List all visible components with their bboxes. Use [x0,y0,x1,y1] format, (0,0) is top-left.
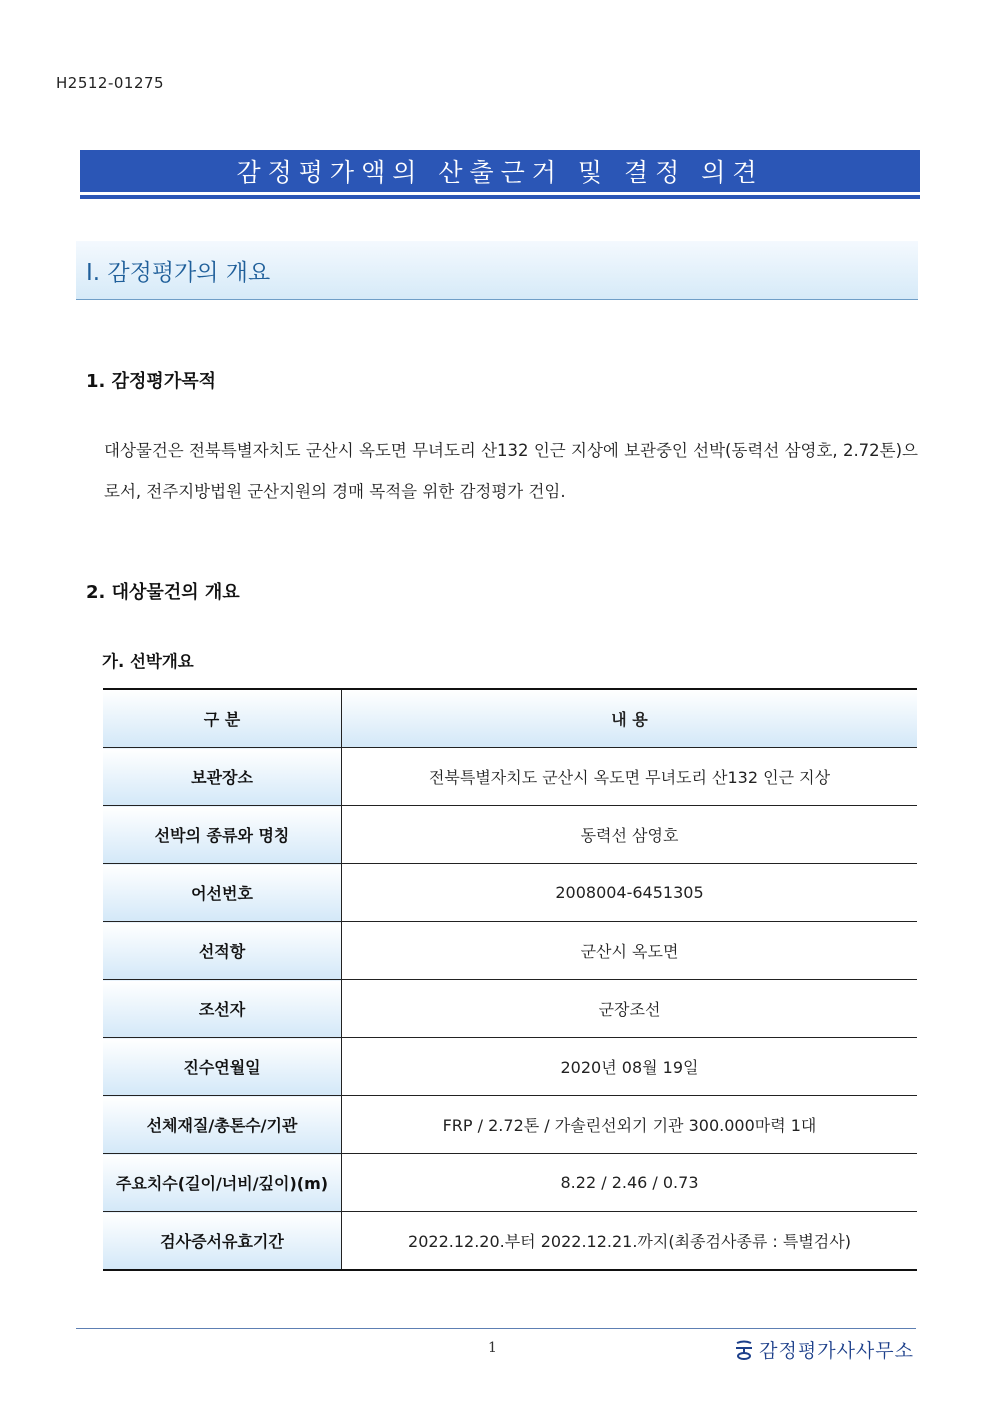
row-label: 조선자 [103,980,342,1038]
row-value: 8.22 / 2.46 / 0.73 [342,1154,918,1212]
row-value: 군장조선 [342,980,918,1038]
document-id: H2512-01275 [56,74,165,92]
row-value: 2008004-6451305 [342,864,918,922]
table-row [103,922,917,980]
table-row [103,1096,917,1154]
table-row [103,806,917,864]
purpose-number: 1. [86,371,106,392]
page-title: 감정평가액의 산출근거 및 결정 의견 [80,150,920,192]
row-value: 2020년 08월 19일 [342,1038,918,1096]
page-number: 1 [488,1340,497,1356]
row-label: 주요치수(길이/너비/깊이)(m) [103,1154,342,1212]
ship-overview-subheading: 가. 선박개요 [102,652,194,671]
overview-heading [86,578,240,604]
table-row [103,980,917,1038]
overview-number: 2. [86,582,106,603]
office-logo-icon [733,1339,755,1361]
row-label: 보관장소 [103,748,342,806]
table-row [103,1212,917,1271]
office-name: 감정평가사사무소 [759,1340,914,1362]
purpose-heading-text: 감정평가목적 [111,371,216,392]
row-label: 선적항 [103,922,342,980]
table-row [103,864,917,922]
table-row [103,748,917,806]
row-value: 동력선 삼영호 [342,806,918,864]
row-value: FRP / 2.72톤 / 가솔린선외기 기관 300.000마력 1대 [342,1096,918,1154]
footer-divider [76,1328,916,1329]
table-row [103,1038,917,1096]
row-label: 선박의 종류와 명칭 [103,806,342,864]
office-signature [733,1336,914,1363]
table-header-category: 구 분 [103,689,342,748]
row-value: 군산시 옥도면 [342,922,918,980]
table-header-content: 내 용 [342,689,918,748]
row-label: 검사증서유효기간 [103,1212,342,1271]
section-heading: Ⅰ. 감정평가의 개요 [76,241,918,300]
table-row [103,1154,917,1212]
title-underline [80,195,920,199]
purpose-heading [86,367,216,393]
ship-overview-table [103,688,917,1271]
row-label: 어선번호 [103,864,342,922]
purpose-paragraph: 대상물건은 전북특별자치도 군산시 옥도면 무녀도리 산132 인근 지상에 보관중인 선박(동력선 삼영호, 2.72톤)으로서, 전주지방법원 군산지원의 경매 목적을 위한 감정평가 건임. [104,441,918,501]
table-header-row [103,689,917,748]
overview-heading-text: 대상물건의 개요 [111,582,240,603]
row-label: 진수연월일 [103,1038,342,1096]
row-value: 전북특별자치도 군산시 옥도면 무녀도리 산132 인근 지상 [342,748,918,806]
row-value: 2022.12.20.부터 2022.12.21.까지(최종검사종류 : 특별검사) [342,1212,918,1271]
row-label: 선체재질/총톤수/기관 [103,1096,342,1154]
